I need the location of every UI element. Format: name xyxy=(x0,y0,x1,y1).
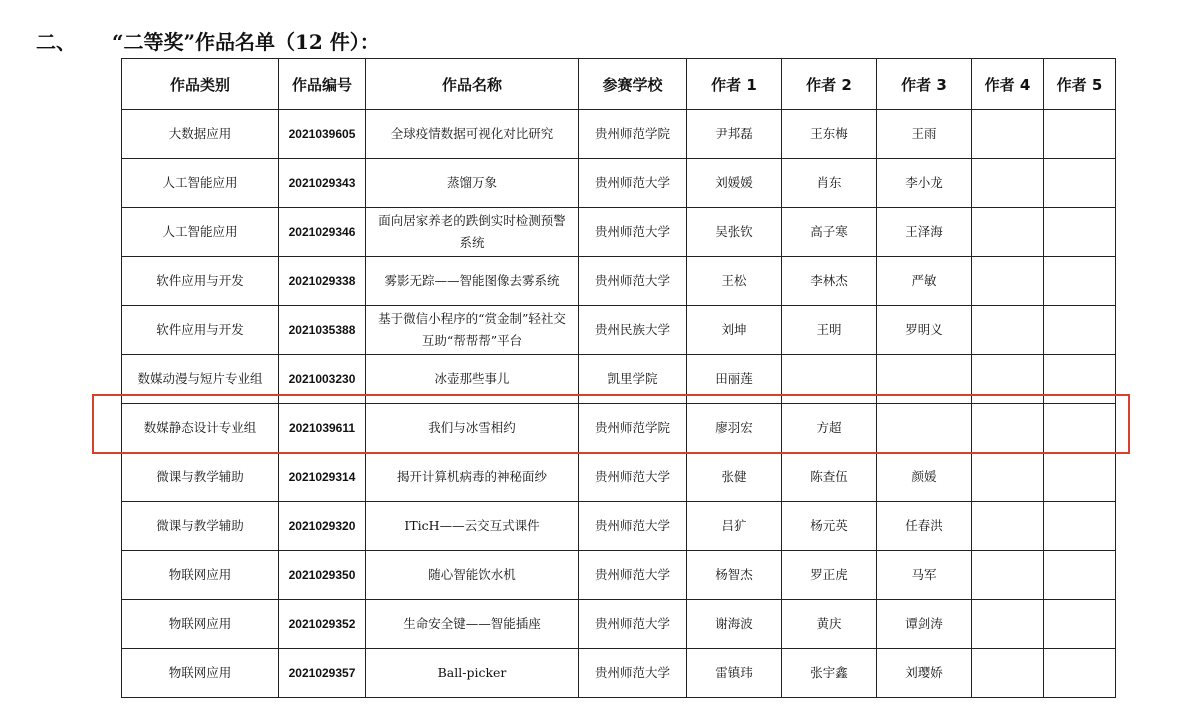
author-5-cell xyxy=(1044,355,1116,404)
title-cell: 蒸馏万象 xyxy=(366,159,579,208)
code-cell: 2021039611 xyxy=(279,404,366,453)
author-2-cell xyxy=(782,355,877,404)
category-cell: 软件应用与开发 xyxy=(122,257,279,306)
author-5-cell xyxy=(1044,306,1116,355)
code-cell: 2021029357 xyxy=(279,649,366,698)
category-cell: 微课与教学辅助 xyxy=(122,502,279,551)
author-5-cell xyxy=(1044,110,1116,159)
header-row xyxy=(122,59,1116,110)
code-cell: 2021029320 xyxy=(279,502,366,551)
author-3-cell: 刘璎娇 xyxy=(877,649,972,698)
title-cell: 雾影无踪——智能图像去雾系统 xyxy=(366,257,579,306)
author-4-cell xyxy=(972,551,1044,600)
table-row xyxy=(122,257,1116,306)
author-3-cell: 马军 xyxy=(877,551,972,600)
author-3-cell: 李小龙 xyxy=(877,159,972,208)
author-1-cell: 尹邦磊 xyxy=(687,110,782,159)
table-row xyxy=(122,355,1116,404)
author-1-cell: 田丽莲 xyxy=(687,355,782,404)
table-row xyxy=(122,453,1116,502)
author-2-cell: 李林杰 xyxy=(782,257,877,306)
author-2-cell: 方超 xyxy=(782,404,877,453)
category-cell: 数媒动漫与短片专业组 xyxy=(122,355,279,404)
school-cell: 贵州师范大学 xyxy=(579,551,687,600)
category-cell: 人工智能应用 xyxy=(122,159,279,208)
school-cell: 贵州师范学院 xyxy=(579,404,687,453)
school-cell: 贵州师范大学 xyxy=(579,159,687,208)
author-4-cell xyxy=(972,453,1044,502)
title-cell: 基于微信小程序的“赏金制”轻社交互助“帮帮帮”平台 xyxy=(366,306,579,355)
author-4-cell xyxy=(972,502,1044,551)
awards-table xyxy=(121,58,1116,698)
author-1-cell: 杨智杰 xyxy=(687,551,782,600)
author-2-cell: 王明 xyxy=(782,306,877,355)
column-header-author-1: 作者 1 xyxy=(687,59,782,110)
category-cell: 软件应用与开发 xyxy=(122,306,279,355)
author-1-cell: 吴张钦 xyxy=(687,208,782,257)
author-2-cell: 高子寒 xyxy=(782,208,877,257)
author-2-cell: 杨元英 xyxy=(782,502,877,551)
table-row xyxy=(122,306,1116,355)
category-cell: 微课与教学辅助 xyxy=(122,453,279,502)
author-3-cell xyxy=(877,404,972,453)
author-5-cell xyxy=(1044,208,1116,257)
author-5-cell xyxy=(1044,502,1116,551)
section-title: “二等奖”作品名单（12 件）： xyxy=(112,30,380,54)
table-row xyxy=(122,208,1116,257)
title-cell: 揭开计算机病毒的神秘面纱 xyxy=(366,453,579,502)
author-1-cell: 张健 xyxy=(687,453,782,502)
author-1-cell: 谢海波 xyxy=(687,600,782,649)
author-5-cell xyxy=(1044,600,1116,649)
school-cell: 凯里学院 xyxy=(579,355,687,404)
column-header-author-2: 作者 2 xyxy=(782,59,877,110)
author-2-cell: 肖东 xyxy=(782,159,877,208)
table-row xyxy=(122,649,1116,698)
school-cell: 贵州师范大学 xyxy=(579,208,687,257)
school-cell: 贵州师范大学 xyxy=(579,649,687,698)
author-4-cell xyxy=(972,649,1044,698)
author-3-cell: 任春洪 xyxy=(877,502,972,551)
title-cell: Ball-picker xyxy=(366,649,579,698)
author-5-cell xyxy=(1044,257,1116,306)
table-body xyxy=(122,110,1116,698)
school-cell: 贵州师范大学 xyxy=(579,257,687,306)
code-cell: 2021029314 xyxy=(279,453,366,502)
table-row xyxy=(122,404,1116,453)
school-cell: 贵州师范大学 xyxy=(579,453,687,502)
author-4-cell xyxy=(972,355,1044,404)
author-4-cell xyxy=(972,110,1044,159)
code-cell: 2021029352 xyxy=(279,600,366,649)
author-3-cell: 王泽海 xyxy=(877,208,972,257)
code-cell: 2021029346 xyxy=(279,208,366,257)
table-row xyxy=(122,159,1116,208)
author-3-cell: 罗明义 xyxy=(877,306,972,355)
school-cell: 贵州师范大学 xyxy=(579,502,687,551)
author-4-cell xyxy=(972,208,1044,257)
title-cell: 生命安全键——智能插座 xyxy=(366,600,579,649)
title-cell: 面向居家养老的跌倒实时检测预警系统 xyxy=(366,208,579,257)
author-1-cell: 廖羽宏 xyxy=(687,404,782,453)
column-header-author-4: 作者 4 xyxy=(972,59,1044,110)
author-1-cell: 刘媛媛 xyxy=(687,159,782,208)
author-3-cell: 谭剑涛 xyxy=(877,600,972,649)
author-5-cell xyxy=(1044,453,1116,502)
title-cell: 随心智能饮水机 xyxy=(366,551,579,600)
author-1-cell: 王松 xyxy=(687,257,782,306)
code-cell: 2021029343 xyxy=(279,159,366,208)
column-header-title: 作品名称 xyxy=(366,59,579,110)
table-row xyxy=(122,502,1116,551)
author-4-cell xyxy=(972,600,1044,649)
column-header-author-3: 作者 3 xyxy=(877,59,972,110)
category-cell: 人工智能应用 xyxy=(122,208,279,257)
author-2-cell: 黄庆 xyxy=(782,600,877,649)
code-cell: 2021029338 xyxy=(279,257,366,306)
category-cell: 物联网应用 xyxy=(122,600,279,649)
author-1-cell: 刘坤 xyxy=(687,306,782,355)
title-cell: 冰壶那些事儿 xyxy=(366,355,579,404)
code-cell: 2021039605 xyxy=(279,110,366,159)
category-cell: 物联网应用 xyxy=(122,649,279,698)
author-4-cell xyxy=(972,404,1044,453)
column-header-author-5: 作者 5 xyxy=(1044,59,1116,110)
author-4-cell xyxy=(972,306,1044,355)
table-row xyxy=(122,110,1116,159)
author-3-cell: 王雨 xyxy=(877,110,972,159)
author-5-cell xyxy=(1044,551,1116,600)
code-cell: 2021003230 xyxy=(279,355,366,404)
category-cell: 物联网应用 xyxy=(122,551,279,600)
author-3-cell: 严敏 xyxy=(877,257,972,306)
author-5-cell xyxy=(1044,404,1116,453)
school-cell: 贵州师范大学 xyxy=(579,600,687,649)
author-4-cell xyxy=(972,159,1044,208)
category-cell: 数媒静态设计专业组 xyxy=(122,404,279,453)
code-cell: 2021035388 xyxy=(279,306,366,355)
section-heading xyxy=(36,26,380,55)
table-row xyxy=(122,600,1116,649)
author-1-cell: 吕犷 xyxy=(687,502,782,551)
author-3-cell: 颜媛 xyxy=(877,453,972,502)
author-3-cell xyxy=(877,355,972,404)
school-cell: 贵州民族大学 xyxy=(579,306,687,355)
author-5-cell xyxy=(1044,159,1116,208)
column-header-category: 作品类别 xyxy=(122,59,279,110)
category-cell: 大数据应用 xyxy=(122,110,279,159)
author-1-cell: 雷镇玮 xyxy=(687,649,782,698)
title-cell: 全球疫情数据可视化对比研究 xyxy=(366,110,579,159)
code-cell: 2021029350 xyxy=(279,551,366,600)
title-cell: 我们与冰雪相约 xyxy=(366,404,579,453)
author-2-cell: 罗正虎 xyxy=(782,551,877,600)
author-2-cell: 王东梅 xyxy=(782,110,877,159)
section-number: 二、 xyxy=(36,30,76,54)
column-header-school: 参赛学校 xyxy=(579,59,687,110)
column-header-code: 作品编号 xyxy=(279,59,366,110)
table-row xyxy=(122,551,1116,600)
author-2-cell: 陈查伍 xyxy=(782,453,877,502)
author-5-cell xyxy=(1044,649,1116,698)
school-cell: 贵州师范学院 xyxy=(579,110,687,159)
title-cell: ITicH——云交互式课件 xyxy=(366,502,579,551)
author-4-cell xyxy=(972,257,1044,306)
author-2-cell: 张宇鑫 xyxy=(782,649,877,698)
